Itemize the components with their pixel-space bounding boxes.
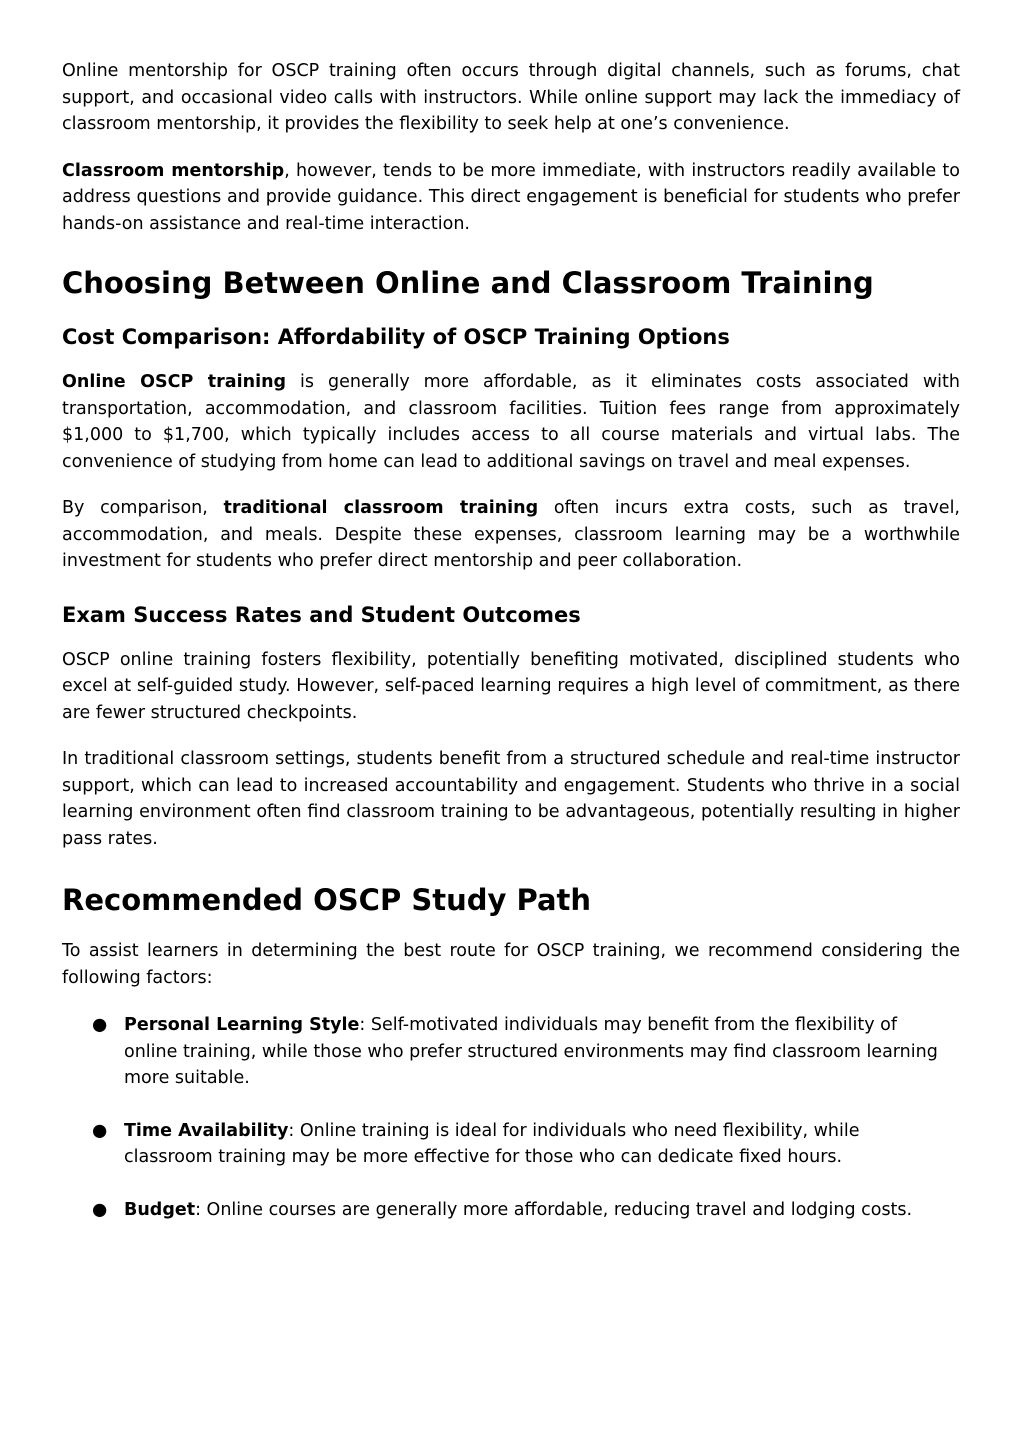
classroom-mentorship-bold: Classroom mentorship bbox=[62, 160, 285, 181]
section-heading-choosing: Choosing Between Online and Classroom Training bbox=[62, 266, 874, 300]
subheading-cost-comparison: Cost Comparison: Affordability of OSCP Training Options bbox=[62, 325, 730, 349]
list-item-label: Budget bbox=[124, 1199, 196, 1220]
bullet-icon: ● bbox=[92, 1199, 108, 1220]
section-heading-study-path: Recommended OSCP Study Path bbox=[62, 883, 592, 917]
document-page bbox=[62, 58, 960, 1223]
list-item-text: : Online training is ideal for individuals who need flexibility, while classroom training may be more effective for those who can dedicate fixed hours. bbox=[124, 1120, 860, 1167]
paragraph-online-cost bbox=[62, 369, 960, 475]
list-item-text: : Self-motivated individuals may benefit from the flexibility of online training, while those who prefer structured environments may find classroom learning more suitable. bbox=[124, 1015, 938, 1088]
intro-paragraph-classroom-mentorship bbox=[62, 158, 960, 238]
list-item-text: : Online courses are generally more affordable, reducing travel and lodging costs. bbox=[195, 1199, 913, 1220]
traditional-classroom-training-bold: traditional classroom training bbox=[223, 498, 539, 518]
intro-paragraph-online-mentorship: Online mentorship for OSCP training often occurs through digital channels, such as forums, chat support, and occasional video calls with instructors. While online support may lack the immediacy of classroom mentorship, it provides the flexibility to seek help at one’s convenience. bbox=[62, 61, 960, 134]
list-item-label: Time Availability bbox=[124, 1120, 289, 1141]
list-item-budget bbox=[62, 1197, 960, 1224]
classroom-cost-text: often incurs extra costs, such as travel, accommodation, and meals. Despite these expenses, classroom learning may be a worthwhile investment for students who prefer direct mentorship and peer collaboration. bbox=[62, 498, 960, 571]
paragraph-study-path-intro: To assist learners in determining the best route for OSCP training, we recommend considering the following factors: bbox=[62, 941, 960, 988]
paragraph-classroom-outcomes: In traditional classroom settings, students benefit from a structured schedule and real-time instructor support, which can lead to increased accountability and engagement. Students who thrive in a social learning environment often find classroom training to be advantageous, potentially resulting in higher pass rates. bbox=[62, 749, 960, 849]
paragraph-classroom-cost bbox=[62, 495, 960, 575]
online-oscp-training-bold: Online OSCP training bbox=[62, 372, 287, 392]
bullet-icon: ● bbox=[92, 1015, 108, 1035]
classroom-mentorship-text: , however, tends to be more immediate, with instructors readily available to address questions and provide guidance. This direct engagement is beneficial for students who prefer hands-on assistance and real-time interaction. bbox=[62, 160, 961, 234]
factors-list bbox=[62, 1012, 960, 1223]
classroom-cost-lead: By comparison, bbox=[62, 498, 224, 518]
subheading-exam-success: Exam Success Rates and Student Outcomes bbox=[62, 602, 581, 627]
list-item-label: Personal Learning Style bbox=[124, 1015, 360, 1035]
bullet-icon: ● bbox=[92, 1120, 108, 1141]
online-cost-text: is generally more affordable, as it eliminates costs associated with transportation, accommodation, and classroom facilities. Tuition fees range from approximately $1,000 to $1,700, which typically includes access to all course materials and virtual labs. The convenience of studying from home can lead to additional savings on travel and meal expenses. bbox=[62, 372, 960, 472]
list-item-time-availability bbox=[62, 1118, 960, 1171]
paragraph-online-outcomes: OSCP online training fosters flexibility, potentially benefiting motivated, disciplined students who excel at self-guided study. However, self-paced learning requires a high level of commitment, as there are fewer structured checkpoints. bbox=[62, 649, 960, 723]
list-item-learning-style bbox=[62, 1012, 960, 1092]
